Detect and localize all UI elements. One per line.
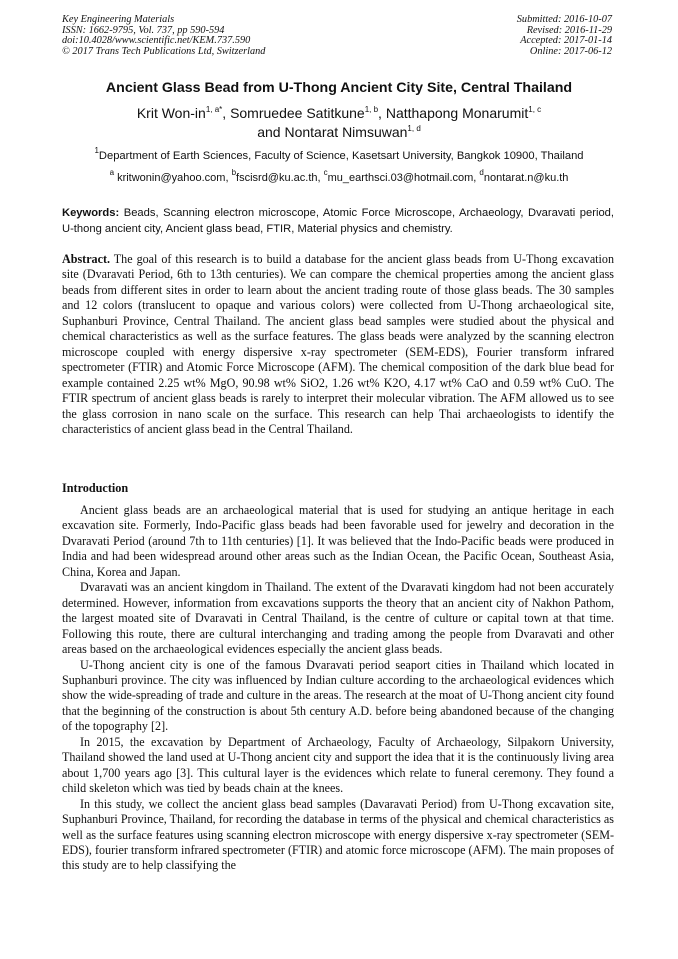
author-affiliation-mark: 1, a*	[205, 105, 223, 114]
abstract-label: Abstract.	[62, 252, 111, 266]
revised-date: Revised: 2016-11-29	[526, 24, 612, 36]
email-mark: c	[323, 168, 328, 177]
issn-line: ISSN: 1662-9795, Vol. 737, pp 590-594	[62, 24, 225, 36]
email-link[interactable]: kritwonin@yahoo.com,	[117, 172, 229, 184]
paragraph: In 2015, the excavation by Department of Archaeology, Faculty of Archaeology, Silpakorn University, Thailand showed the land used at U-Thong ancient city and support the idea that it is the continuously living area about 1,700 years ago [3]. This cultural layer is the evidences which relate to funeral ceremony. They found a child skeleton which was tied by beads chain at the knees.	[62, 734, 614, 796]
keywords-label: Keywords:	[62, 207, 120, 219]
author-name: Nontarat Nimsuwan	[284, 124, 408, 140]
paragraph: Ancient glass beads are an archaeological material that is used for studying an antique heritage in each excavation site. Formerly, Indo-Pacific glass beads had been favorable used for jewelry and decoration in the Dvaravati Period (around 7th to 11th centuries) [1]. It was believed that the Indo-Pacific beads were produced in India and had been widespread around other areas such as the Indian Ocean, the Pacific Ocean, Southeast Asia, China, Korea and Japan.	[62, 503, 614, 579]
email-link[interactable]: fscisrd@ku.ac.th,	[236, 172, 321, 184]
email-mark: d	[479, 168, 484, 177]
section-heading-introduction: Introduction	[62, 481, 129, 495]
author-name: Natthapong Monarumit	[385, 105, 529, 121]
affiliation-text: Department of Earth Sciences, Faculty of Science, Kasetsart University, Bangkok 10900, Thailand	[98, 150, 584, 162]
abstract-block	[62, 252, 614, 437]
introduction-body	[62, 503, 614, 874]
author-emails	[0, 168, 678, 184]
submitted-date: Submitted: 2016-10-07	[516, 14, 612, 25]
author-affiliation-mark: 1, b	[364, 105, 379, 114]
email-mark: a	[109, 168, 115, 177]
copyright-line: © 2017 Trans Tech Publications Ltd, Switzerland	[62, 45, 266, 57]
abstract-text: The goal of this research is to build a database for the ancient glass beads from U-Thong excavation site (Dvaravati Period, 6th to 13th centuries). We can compare the chemical properties among the ancient glass beads from different sites in order to learn about the ancient trading route of those glass beads. The 30 samples and 12 colors (translucent to opaque and various colors) were collected from U-Thong archaeological site, Suphanburi Province, Central Thailand. The ancient glass bead samples were studied about the physical and chemical characteristics as well as the surface features. The glass beads were analyzed by the scanning electron microscope coupled with energy dispersive x-ray spectrometer (SEM-EDS), Fourier transform infrared spectrometer (FTIR) and Atomic Force Microscope (AFM). The chemical composition of the dark blue bead for example contained 2.25 wt% MgO, 90.98 wt% SiO2, 1.26 wt% K2O, 4.17 wt% CaO and 0.59 wt% CuO. The FTIR spectrum of ancient glass beads is rarely to interpret their molecular vibration. The AFM allowed us to see the glass corrosion in nano scale on the surface. This research can help Thai archaeologists to identify the characteristics of ancient glass bead in the Central Thailand.	[62, 252, 614, 436]
paper-title: Ancient Glass Bead from U-Thong Ancient City Site, Central Thailand	[105, 80, 573, 96]
journal-name: Key Engineering Materials	[62, 14, 175, 25]
publication-dates	[517, 15, 612, 57]
paragraph: U-Thong ancient city is one of the famous Dvaravati period seaport cities in Thailand which located in Suphanburi province. The city was influenced by Indian culture according to the archaeological evidences which show the wide-spreading of trade and culture in the areas. The research at the moat of U-Thong ancient city found that the beginning of the construction is about 5th century A.D. before being abandoned because of the changing of the topography [2].	[62, 657, 614, 734]
author-conjunction: and	[257, 124, 281, 140]
keywords-text: Beads, Scanning electron microscope, Atomic Force Microscope, Archaeology, Dvaravati period, U-thong ancient city, Ancient glass bead, FTIR, Material physics and chemistry.	[62, 207, 614, 235]
affiliation-mark: 1	[94, 146, 99, 155]
doi-line: doi:10.4028/www.scientific.net/KEM.737.590	[62, 35, 251, 47]
email-link[interactable]: mu_earthsci.03@hotmail.com,	[327, 172, 477, 184]
journal-info	[62, 15, 265, 57]
author-affiliation-mark: 1, d	[407, 124, 421, 133]
author-name: Krit Won-in	[136, 105, 206, 121]
email-mark: b	[231, 168, 237, 177]
paragraph: Dvaravati was an ancient kingdom in Thailand. The extent of the Dvaravati kingdom had not been accurately determined. However, information from excavations supports the theory that an ancient city of Nakhon Pathom, the largest moated site of Dvaravati in Central Thailand, is the centre of culture or capital town at that time. Following this route, there are cultural interchanging and trading among the people from Dvaravati and other areas based on the archaeological evidences especially the ancient glass beads.	[62, 580, 614, 657]
author-list: Krit Won-$in^{1, a*}$, Somruedee Satitkune$^{1, b}$, Natthapong Monarumit$^{1, c}$ and Nontarat Nimsuwan$^{1, d}$	[136, 105, 542, 140]
keywords-block	[62, 206, 614, 237]
paragraph: In this study, we collect the ancient glass bead samples (Davaravati Period) from U-Thong excavation site, Suphanburi Province, Thailand, for recording the database in terms of the physical and chemical characteristics as well as the surface features using scanning electron microscope with energy dispersive x-ray spectrometer (SEM-EDS), fourier transform infrared spectrometer (FTIR) and atomic force microscope (AFM). The main proposes of this study are to help classifying the	[62, 796, 614, 873]
author-name: Somruedee Satitkune	[230, 105, 365, 121]
email-link[interactable]: nontarat.n@ku.th	[483, 172, 569, 184]
author-affiliation-mark: 1, c	[528, 105, 542, 114]
online-date: Online: 2017-06-12	[529, 45, 612, 57]
affiliation	[0, 146, 678, 162]
accepted-date: Accepted: 2017-01-14	[520, 35, 612, 47]
